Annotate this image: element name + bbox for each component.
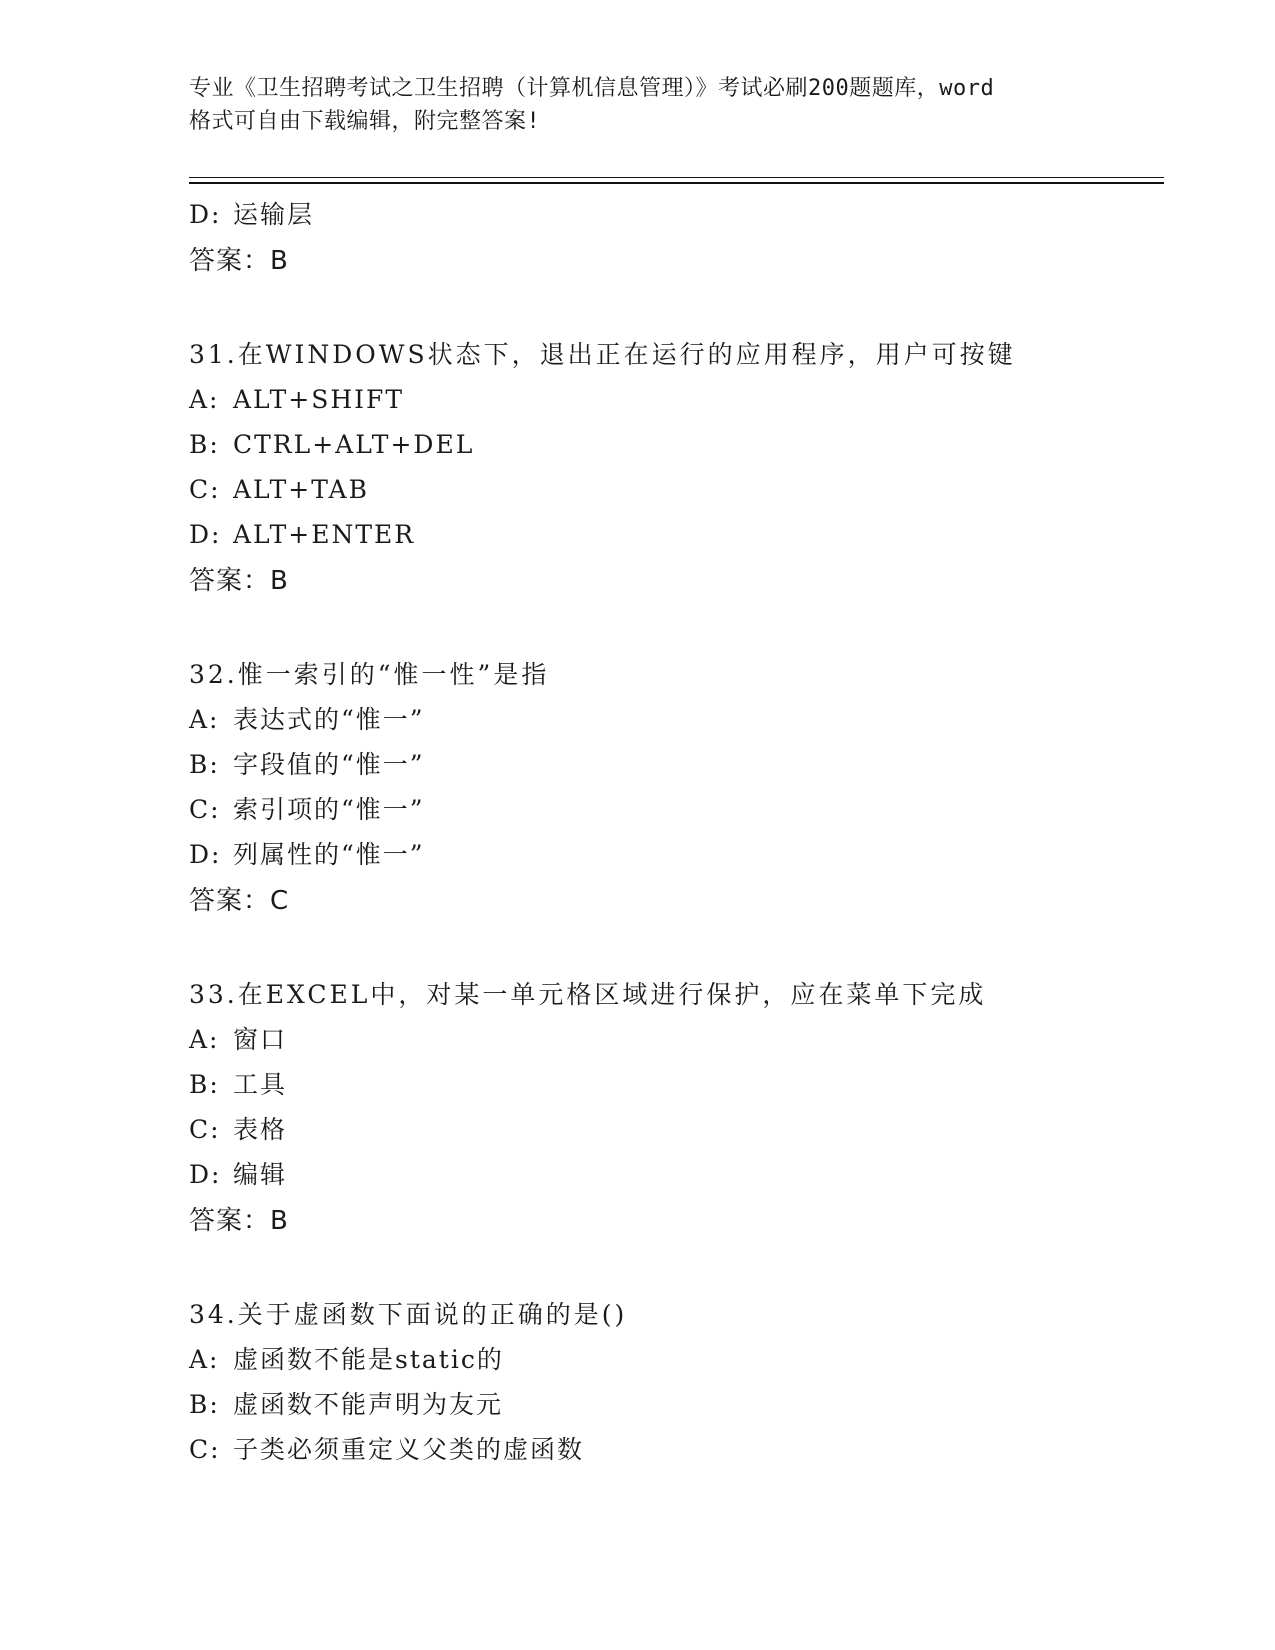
- option-text: 虚函数不能声明为友元: [233, 1390, 504, 1419]
- option-line: [189, 377, 1169, 422]
- option-text: 虚函数不能是static的: [233, 1345, 504, 1374]
- answer-line: 答案：B: [189, 1206, 289, 1236]
- option-label: A:: [189, 385, 220, 414]
- option-line: [189, 422, 1169, 467]
- option-line: [189, 787, 1169, 832]
- option-line: [189, 1427, 1169, 1472]
- question-title: 33.在EXCEL中，对某一单元格区域进行保护，应在菜单下完成: [189, 980, 987, 1009]
- spacer: [189, 1245, 1169, 1292]
- spacer: [189, 925, 1169, 972]
- option-label: B:: [189, 1070, 220, 1099]
- option-line: [189, 1017, 1169, 1062]
- option-text: ALT+ENTER: [233, 520, 416, 549]
- answer-line: 答案：B: [189, 566, 289, 596]
- option-line: [189, 1152, 1169, 1197]
- option-text: 表达式的“惟一”: [233, 705, 425, 734]
- header-rule-thick: [189, 182, 1164, 184]
- spacer: [189, 605, 1169, 652]
- question-title: 32.惟一索引的“惟一性”是指: [189, 660, 550, 689]
- option-label: C:: [189, 1115, 221, 1144]
- option-label: A:: [189, 705, 220, 734]
- option-label: D:: [189, 520, 222, 549]
- option-label: D:: [189, 840, 222, 869]
- option-label: C:: [189, 1435, 221, 1464]
- document-header: [189, 72, 1089, 138]
- option-text: 子类必须重定义父类的虚函数: [233, 1435, 585, 1464]
- answer-line: 答案：B: [189, 246, 289, 276]
- header-line-2: 格式可自由下载编辑，附完整答案!: [189, 109, 541, 134]
- option-line: [189, 512, 1169, 557]
- option-text: 窗口: [233, 1025, 288, 1054]
- option-line: [189, 1382, 1169, 1427]
- header-rule-thin: [189, 177, 1164, 178]
- option-text: 索引项的“惟一”: [233, 795, 425, 824]
- option-line: [189, 742, 1169, 787]
- option-line: [189, 467, 1169, 512]
- option-label: A:: [189, 1345, 220, 1374]
- option-text: CTRL+ALT+DEL: [233, 430, 475, 459]
- option-label: D:: [189, 1160, 222, 1189]
- option-line: [189, 192, 1169, 237]
- option-label: D:: [189, 200, 222, 229]
- option-text: 工具: [233, 1070, 288, 1099]
- option-label: B:: [189, 750, 220, 779]
- option-label: C:: [189, 475, 221, 504]
- option-text: 编辑: [233, 1160, 288, 1189]
- option-line: [189, 1062, 1169, 1107]
- option-line: [189, 1337, 1169, 1382]
- option-text: 列属性的“惟一”: [233, 840, 425, 869]
- option-text: ALT+SHIFT: [233, 385, 405, 414]
- option-label: A:: [189, 1025, 220, 1054]
- option-line: [189, 697, 1169, 742]
- question-title: 34.关于虚函数下面说的正确的是(): [189, 1300, 628, 1329]
- option-text: 字段值的“惟一”: [233, 750, 425, 779]
- option-text: 表格: [233, 1115, 288, 1144]
- header-line-1: 专业《卫生招聘考试之卫生招聘（计算机信息管理）》考试必刷200题题库，word: [189, 76, 995, 101]
- question-title: 31.在WINDOWS状态下，退出正在运行的应用程序，用户可按键: [189, 340, 1016, 369]
- answer-line: 答案：C: [189, 886, 290, 916]
- option-label: C:: [189, 795, 221, 824]
- option-line: [189, 1107, 1169, 1152]
- option-label: B:: [189, 1390, 220, 1419]
- spacer: [189, 285, 1169, 332]
- option-label: B:: [189, 430, 220, 459]
- option-text: 运输层: [233, 200, 315, 229]
- option-line: [189, 832, 1169, 877]
- question-content: [189, 192, 1169, 1472]
- option-text: ALT+TAB: [233, 475, 369, 504]
